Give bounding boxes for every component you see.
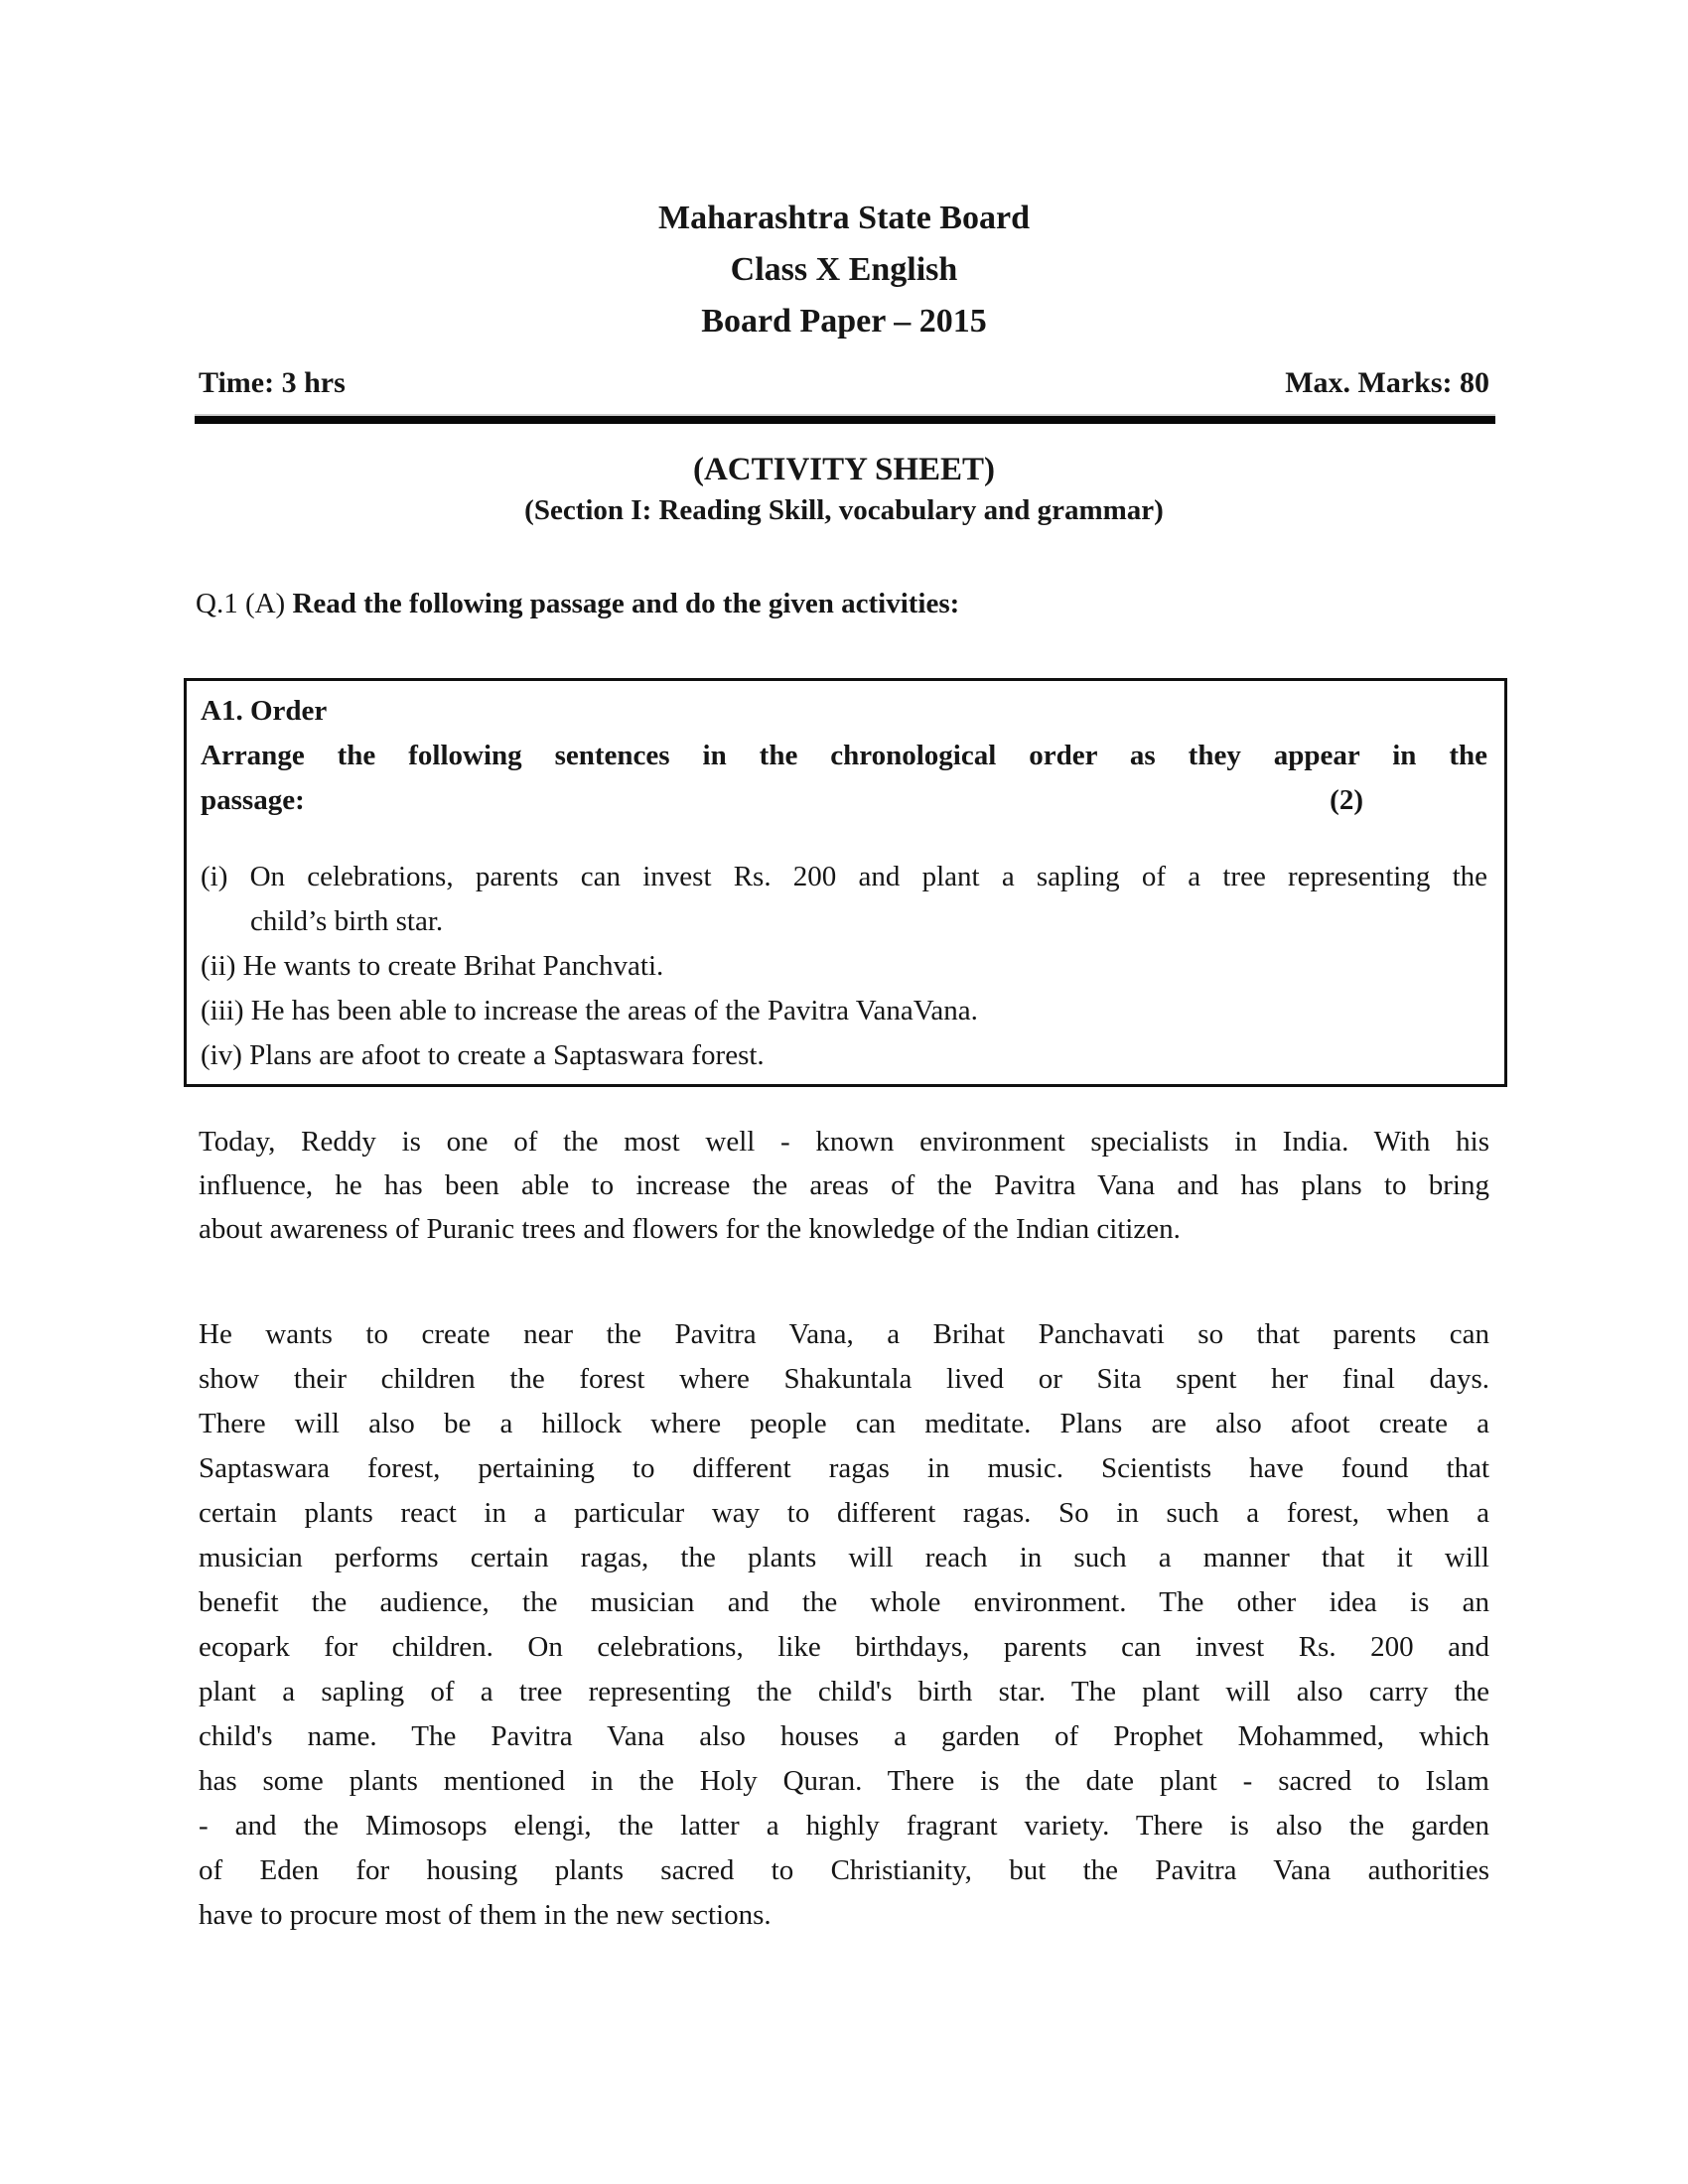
passage-paragraph-1 [199,1120,1489,1251]
paper-year: Board Paper – 2015 [701,303,987,340]
passage-line: benefit the audience, the musician and the whole environment. The other idea is an [199,1586,1489,1618]
passage-line: show their children the forest where Shakuntala lived or Sita spent her final days. [199,1363,1489,1395]
question-1a-line [196,584,1489,623]
list-item-ii: (ii) He wants to create Brihat Panchvati. [201,950,664,982]
list-item-i-continued: child’s birth star. [250,905,444,937]
activity-a1-heading: A1. Order [201,695,328,727]
passage-line: influence, he has been able to increase the areas of the Pavitra Vana and has plans to bring [199,1169,1489,1201]
passage-line: certain plants react in a particular way to different ragas. So in such a forest, when a [199,1497,1489,1529]
passage-line: He wants to create near the Pavitra Vana, a Brihat Panchavati so that parents can [199,1318,1489,1350]
passage-line: about awareness of Puranic trees and flowers for the knowledge of the Indian citizen. [199,1213,1181,1245]
activity-a1-box [184,678,1507,1087]
passage-line: child's name. The Pavitra Vana also houses a garden of Prophet Mohammed, which [199,1720,1489,1752]
passage-line: of Eden for housing plants sacred to Christianity, but the Pavitra Vana authorities [199,1854,1489,1886]
passage-line: have to procure most of them in the new sections. [199,1899,772,1931]
passage-line: Saptaswara forest, pertaining to different ragas in music. Scientists have found that [199,1452,1489,1484]
board-name: Maharashtra State Board [658,200,1030,236]
passage-line: has some plants mentioned in the Holy Quran. There is the date plant - sacred to Islam [199,1765,1489,1797]
question-number: Q.1 (A) [196,588,293,619]
class-subject: Class X English [730,251,958,288]
paper-title-block [199,193,1489,347]
header-divider [195,414,1495,424]
activity-instruction-end: passage: [201,784,305,816]
activity-instruction-line: Arrange the following sentences in the chronological order as they appear in the [201,740,1487,771]
question-instruction: Read the following passage and do the given activities: [292,588,960,619]
activity-sheet-heading: (ACTIVITY SHEET) [692,452,996,487]
passage-line: - and the Mimosops elengi, the latter a highly fragrant variety. There is also the garden [199,1810,1489,1842]
list-item-i: (i) On celebrations, parents can invest Rs. 200 and plant a sapling of a tree representing the [201,861,1487,892]
time-marks-row [199,365,1489,401]
passage-line: There will also be a hillock where people can meditate. Plans are also afoot create a [199,1408,1489,1439]
section-heading: (Section I: Reading Skill, vocabulary and grammar) [524,494,1164,526]
max-marks: Max. Marks: 80 [1285,366,1489,399]
passage-line: ecopark for children. On celebrations, like birthdays, parents can invest Rs. 200 and [199,1631,1489,1663]
activity-instruction-line [201,778,1487,823]
passage-line: musician performs certain ragas, the plants will reach in such a manner that it will [199,1542,1489,1573]
blank-line [201,823,1487,855]
passage-line: plant a sapling of a tree representing the child's birth star. The plant will also carry the [199,1676,1489,1707]
list-item-iv: (iv) Plans are afoot to create a Saptaswara forest. [201,1039,765,1071]
marks-badge: (2) [1330,784,1363,816]
passage-line: Today, Reddy is one of the most well - known environment specialists in India. With his [199,1126,1489,1158]
passage-paragraph-2 [199,1312,1489,1938]
list-item-iii: (iii) He has been able to increase the areas of the Pavitra VanaVana. [201,995,978,1026]
time-allowed: Time: 3 hrs [199,366,346,399]
